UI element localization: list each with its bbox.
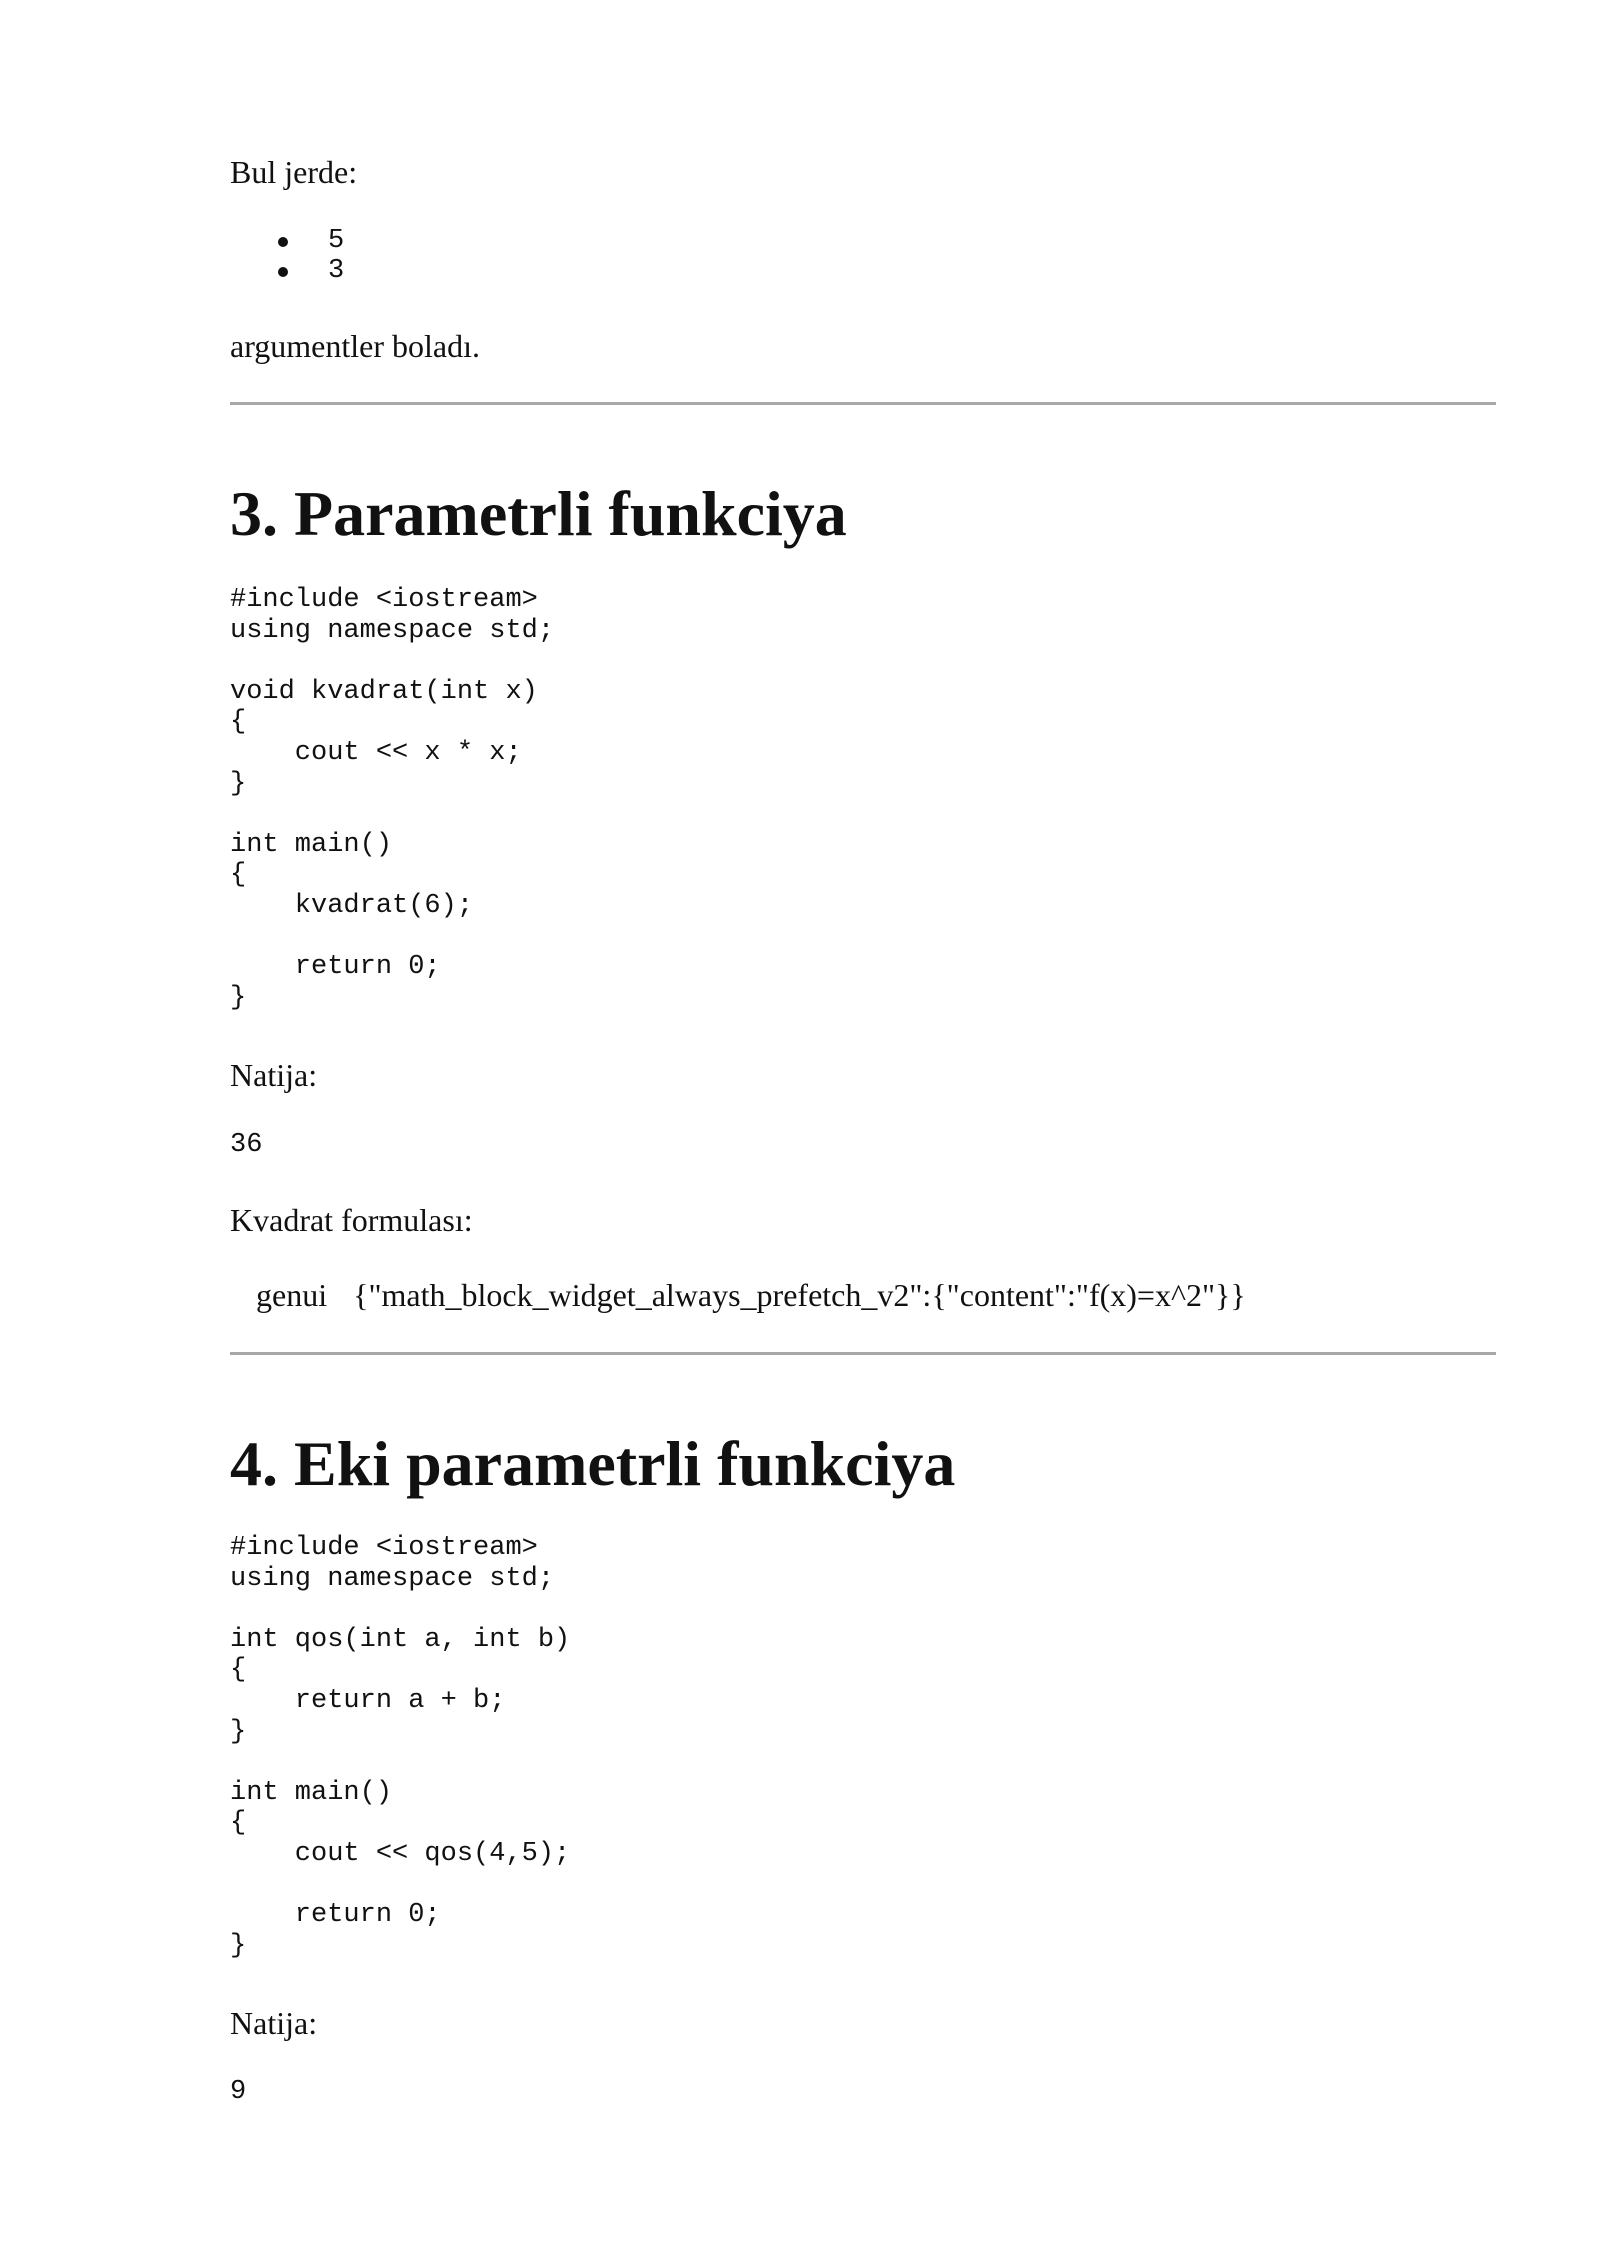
argument-list xyxy=(230,226,344,286)
section-3-code-block: #include <iostream> using namespace std; void kvadrat(int x) { cout << x * x; } int main() { kvadrat(6); return 0; } xyxy=(230,585,555,1013)
formula-tag: genui xyxy=(256,1277,328,1313)
section-4-code-block: #include <iostream> using namespace std; int qos(int a, int b) { return a + b; } int main() { cout << qos(4,5); return 0; } xyxy=(230,1533,571,1961)
list-item: 5 xyxy=(230,226,344,256)
intro-after-text: argumentler boladı. xyxy=(230,328,480,364)
section-3-result-value: 36 xyxy=(230,1130,263,1160)
section-4-heading: 4. Eki parametrli funkciya xyxy=(230,1428,956,1499)
formula-label: Kvadrat formulası: xyxy=(230,1202,473,1238)
section-divider xyxy=(230,1352,1496,1355)
formula-text: {"math_block_widget_always_prefetch_v2":{"content":"f(x)=x^2"}} xyxy=(353,1277,1246,1313)
list-item: 3 xyxy=(230,256,344,286)
intro-label: Bul jerde: xyxy=(230,154,358,190)
section-4-result-value: 9 xyxy=(230,2077,247,2107)
section-4-result-label: Natija: xyxy=(230,2005,318,2041)
section-3-heading: 3. Parametrli funkciya xyxy=(230,478,847,549)
section-divider xyxy=(230,402,1496,405)
section-3-result-label: Natija: xyxy=(230,1057,318,1093)
formula-block xyxy=(256,1276,1246,1314)
